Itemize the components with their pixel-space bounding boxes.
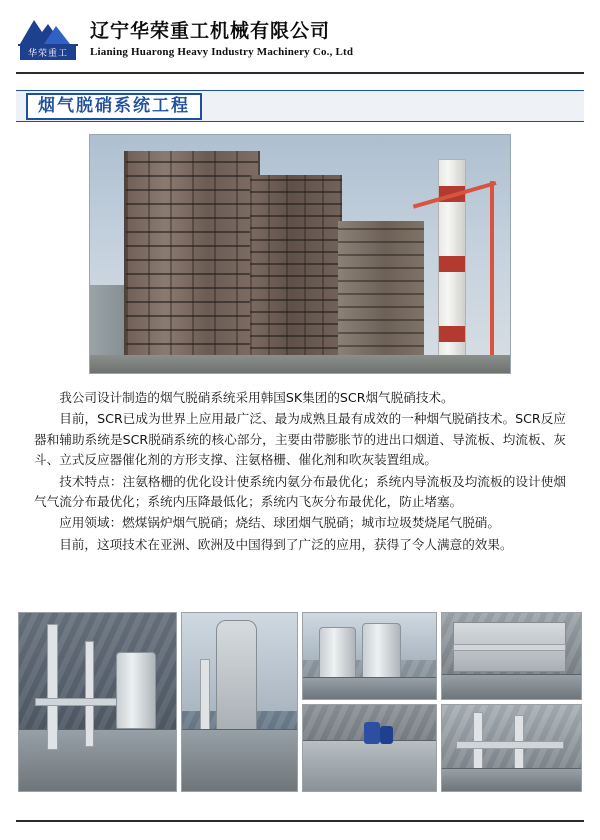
gallery-photo-5 bbox=[302, 704, 437, 792]
photo3-tank-right bbox=[362, 623, 401, 682]
company-name-block bbox=[90, 20, 353, 59]
company-name-en: Lianing Huarong Heavy Industry Machinery Co., Ltd bbox=[90, 46, 354, 59]
photo1-vessel bbox=[116, 652, 156, 729]
hero-photo-wrap bbox=[0, 134, 600, 374]
paragraph-5: 目前，这项技术在亚洲、欧洲及中国得到了广泛的应用，获得了令人满意的效果。 bbox=[59, 536, 513, 552]
photo1-floor bbox=[19, 729, 176, 791]
section-title-band bbox=[16, 90, 584, 122]
footer-divider bbox=[16, 820, 584, 822]
photo2-reactor-duct bbox=[216, 620, 257, 732]
gallery-photo-1 bbox=[18, 612, 177, 792]
photo1-pipe-vertical-2 bbox=[85, 641, 94, 746]
photo6-pipe-horizontal bbox=[456, 741, 564, 749]
section-title-box bbox=[26, 93, 202, 120]
paragraph-2: 目前，SCR已成为世界上应用最广泛、最为成熟且最有成效的一种烟气脱硝技术。SCR反应器和辅助系统是SCR脱硝系统的核心部分，主要由带膨胀节的进出口烟道、导流板、均流板、灰斗、立式反应器催化剂的方形支撑、注氨格栅、催化剂和吹灰装置组成。 bbox=[34, 411, 566, 468]
header-divider bbox=[16, 72, 584, 74]
stack-band-mid bbox=[439, 256, 465, 272]
gallery-photo-2 bbox=[181, 612, 298, 792]
paragraph-3: 技术特点：注氨格栅的优化设计使系统内氨分布最优化；系统内导流板及均流板的设计使烟气气流分布最优化；系统内压降最低化；系统内飞灰分布最优化，防止堵塞。 bbox=[34, 473, 566, 509]
paragraph-4: 应用领域：燃煤锅炉烟气脱硝；烧结、球团烟气脱硝；城市垃圾焚烧尾气脱硝。 bbox=[59, 515, 500, 531]
gallery-photo-3 bbox=[302, 612, 437, 700]
hero-mid-building bbox=[250, 175, 342, 373]
hero-photo bbox=[89, 134, 511, 374]
page-title: 烟气脱硝系统工程 bbox=[38, 95, 190, 116]
mountain-logo-icon bbox=[18, 16, 78, 46]
photo3-ground bbox=[303, 677, 436, 699]
photo3-tank-left bbox=[319, 627, 356, 682]
photo6-floor bbox=[442, 768, 581, 791]
photo5-catalyst-layer bbox=[303, 740, 436, 791]
hero-crane-mast bbox=[490, 181, 494, 373]
photo1-pipe-vertical bbox=[47, 624, 58, 751]
photo5-worker-2 bbox=[380, 726, 393, 744]
body-copy bbox=[34, 388, 566, 555]
logo-wordmark: 华荣重工 bbox=[20, 46, 76, 60]
company-logo bbox=[18, 16, 80, 62]
photo2-floor bbox=[182, 729, 297, 791]
photo4-floor bbox=[442, 674, 581, 699]
stack-band-lower bbox=[439, 326, 465, 342]
hero-boiler-building bbox=[124, 151, 260, 373]
gallery-photo-6 bbox=[441, 704, 582, 792]
photo5-worker-1 bbox=[364, 722, 380, 744]
photo4-band bbox=[453, 644, 566, 651]
page-header bbox=[0, 0, 600, 68]
hero-right-building bbox=[338, 221, 424, 373]
hero-ground bbox=[90, 355, 510, 373]
paragraph-1: 我公司设计制造的烟气脱硝系统采用韩国SK集团的SCR烟气脱硝技术。 bbox=[59, 390, 454, 405]
company-name-cn: 辽宁华荣重工机械有限公司 bbox=[90, 19, 331, 42]
gallery-photo-4 bbox=[441, 612, 582, 700]
photo-gallery bbox=[18, 612, 582, 792]
